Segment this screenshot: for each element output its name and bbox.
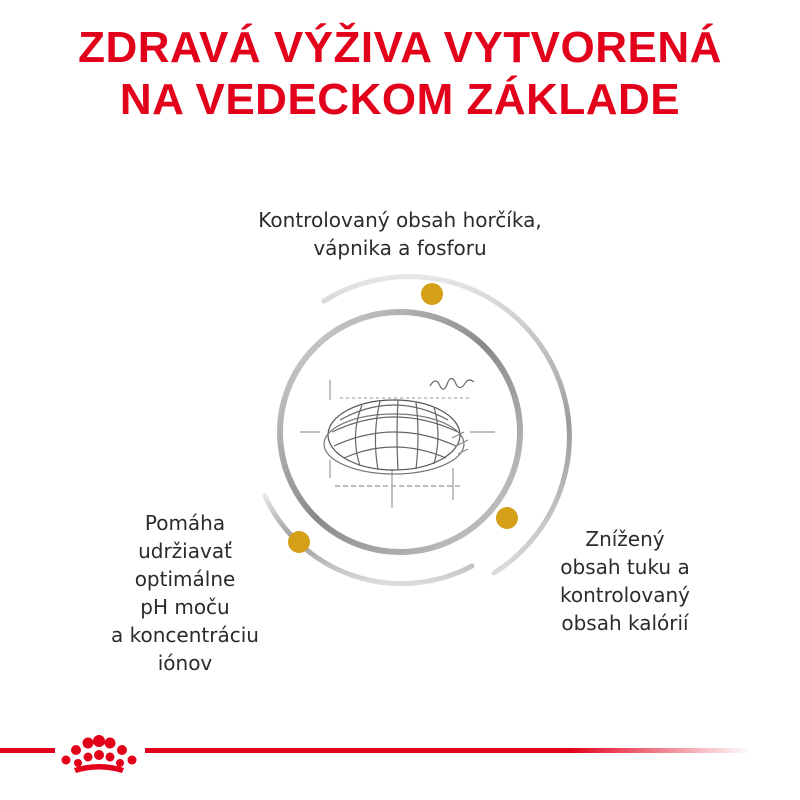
marker-dot-top (421, 283, 443, 305)
benefit-left-line-1: Pomáha (144, 511, 226, 535)
benefit-left-line-2: udržiavať (138, 539, 232, 563)
benefit-left-line-3: optimálne (134, 567, 236, 591)
kibble-sketch-icon (300, 378, 495, 508)
headline-line-2: NA VEDECKOM ZÁKLADE (119, 75, 681, 124)
benefit-mineral-control (235, 206, 565, 262)
benefit-left-line-6: iónov (157, 651, 213, 675)
benefit-reduced-fat (520, 525, 730, 637)
royal-canin-crown-logo (56, 726, 142, 774)
benefit-right-line-2: obsah tuku a (560, 555, 690, 579)
footer-divider-right (145, 748, 750, 753)
benefit-right-line-4: obsah kalórií (561, 611, 689, 635)
benefit-right-line-3: kontrolovaný (559, 583, 691, 607)
headline-line-1: ZDRAVÁ VÝŽIVA VYTVORENÁ (78, 23, 722, 72)
benefit-left-line-5: a koncentráciu (111, 623, 259, 647)
benefit-left-line-4: pH moču (140, 595, 230, 619)
benefit-right-line-1: Znížený (585, 527, 665, 551)
benefit-top-line-1: Kontrolovaný obsah horčíka, (258, 208, 542, 232)
benefit-top-line-2: vápnika a fosforu (313, 236, 487, 260)
marker-dot-right (496, 507, 518, 529)
benefit-urine-ph (60, 509, 310, 677)
footer-divider-left (0, 748, 55, 753)
